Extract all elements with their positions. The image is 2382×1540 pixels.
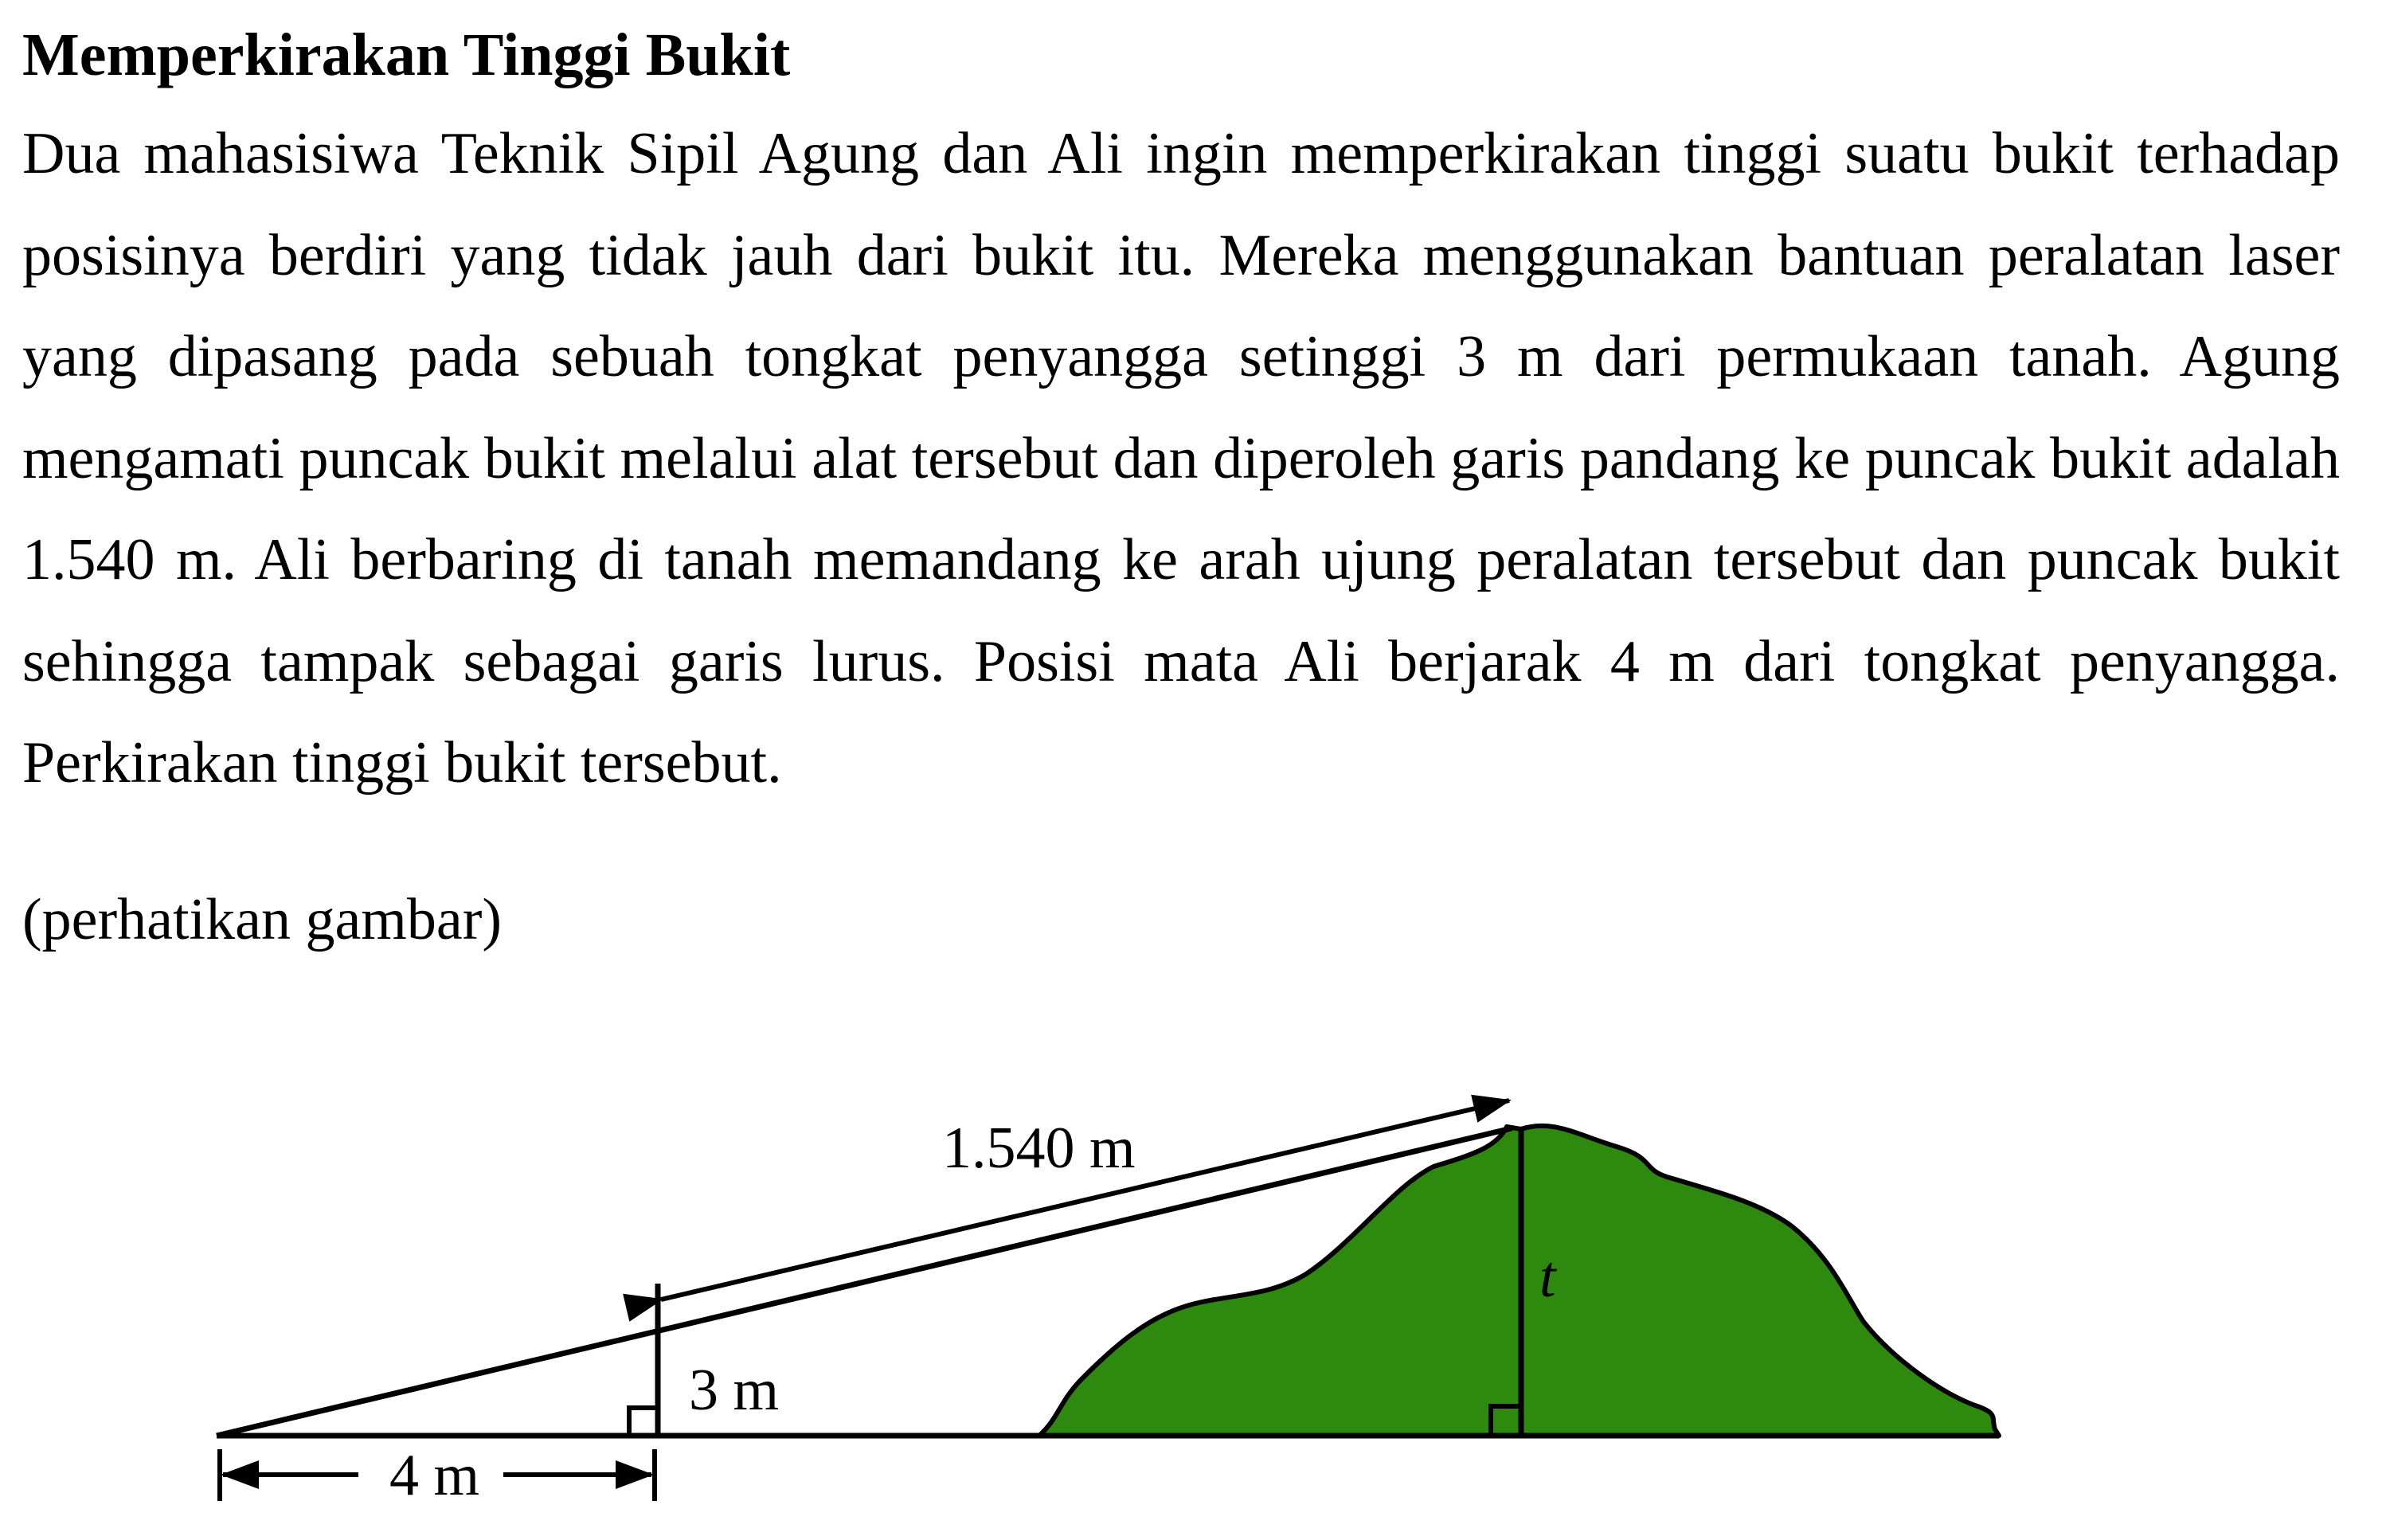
- problem-title: Memperkirakan Tinggi Bukit: [22, 21, 791, 88]
- problem-paragraph: Dua mahasisiwa Teknik Sipil Agung dan Ali ingin memperkirakan tinggi suatu bukit terhadap posisinya berdiri yang tidak jauh dari bukit itu. Mereka menggunakan bantuan peralatan laser yang dipasang pada sebuah tongkat penyangga setinggi 3 m dari permukaan tanah. Agung mengamati puncak bukit melalui alat tersebut dan diperoleh garis pandang ke puncak bukit adalah 1.540 m. Ali berbaring di tanah memandang ke arah ujung peralatan tersebut dan puncak bukit sehingga tampak sebagai garis lurus. Posisi mata Ali berjarak 4 m dari tongkat penyangga. Perkirakan tinggi bukit tersebut.: [22, 121, 2340, 795]
- label-t: t: [1539, 1245, 1556, 1310]
- label-4-m: 4 m: [389, 1443, 480, 1508]
- figure-note: (perhatikan gambar): [22, 887, 502, 952]
- label-1540-m: 1.540 m: [942, 1116, 1136, 1181]
- pole-right-angle: [629, 1408, 658, 1436]
- label-3-m: 3 m: [689, 1358, 780, 1423]
